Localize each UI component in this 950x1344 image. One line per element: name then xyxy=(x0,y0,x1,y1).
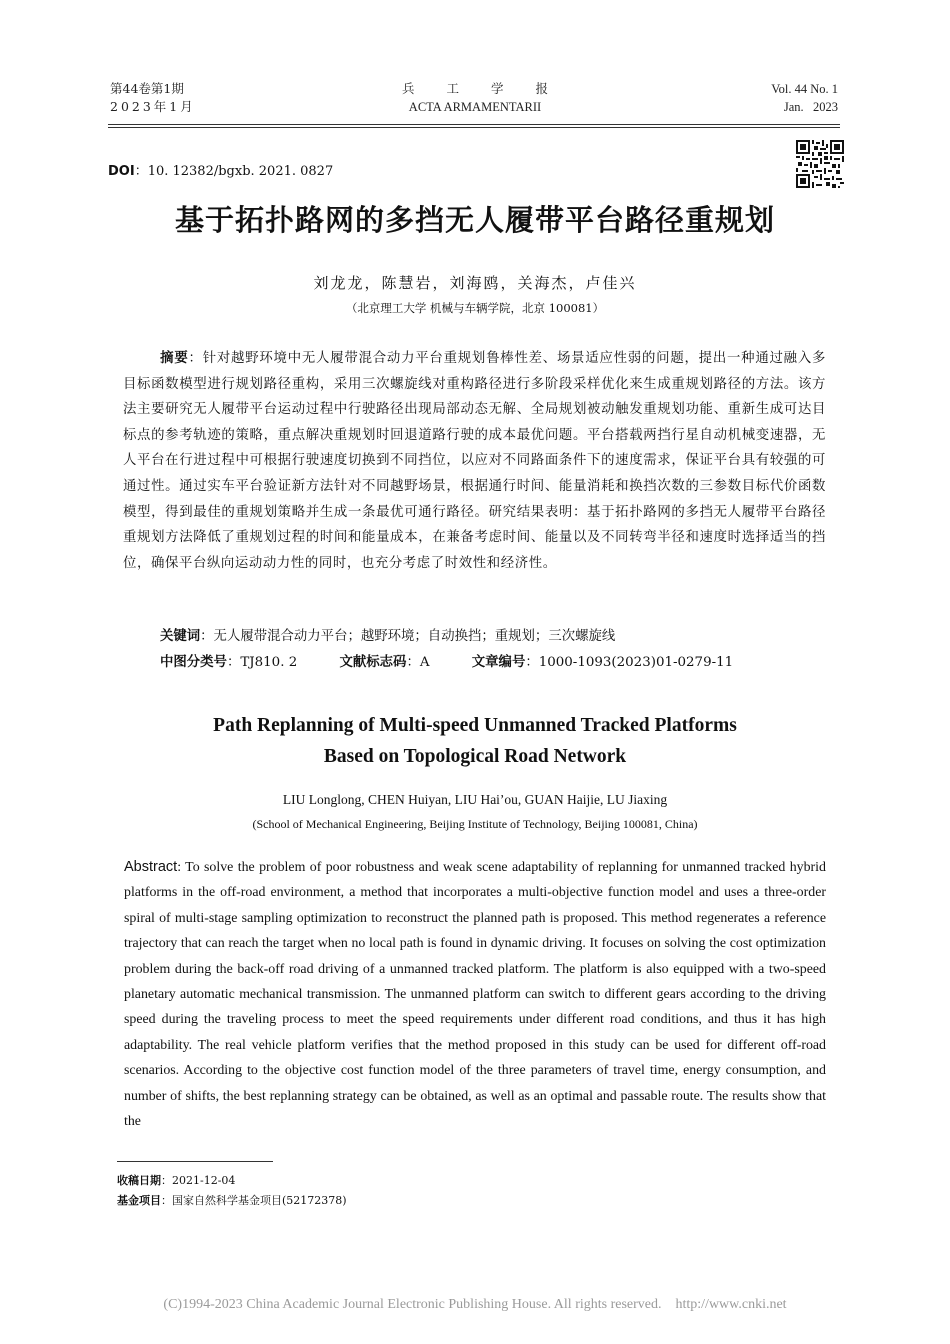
document-code-value: ：A xyxy=(406,655,430,670)
header-rule-top xyxy=(108,124,840,125)
fund-value: ：国家自然科学基金项目(52172378) xyxy=(161,1194,347,1207)
doi-line xyxy=(108,160,333,179)
abstract-en xyxy=(124,855,826,1134)
article-number xyxy=(472,655,733,670)
article-number-label: 文章编号 xyxy=(471,655,526,670)
article-number-value: ：1000-1093(2023)01-0279-11 xyxy=(525,655,734,670)
doi-value: ：10. 12382/bgxb. 2021. 0827 xyxy=(134,164,334,179)
journal-name-cn: 兵工学报 xyxy=(401,81,580,96)
footnote-received xyxy=(117,1171,235,1191)
footnote-fund xyxy=(117,1191,347,1211)
affiliation-cn: （北京理工大学 机械与车辆学院，北京 100081） xyxy=(345,301,605,315)
clc-value: ：TJ810. 2 xyxy=(226,655,298,670)
paper-title-en xyxy=(0,710,950,772)
date-cn: 2023年1月 xyxy=(110,99,196,114)
keywords-cn xyxy=(160,626,840,648)
received-value: ：2021-12-04 xyxy=(161,1174,236,1187)
fund-label: 基金项目 xyxy=(117,1194,161,1207)
received-label: 收稿日期 xyxy=(117,1174,161,1187)
clc-number xyxy=(160,655,297,670)
date-en: Jan. 2023 xyxy=(783,100,838,114)
volume-issue-cn: 第44卷第1期 xyxy=(110,81,184,96)
document-code-label: 文献标志码 xyxy=(339,655,407,670)
paper-title-en-line2: Based on Topological Road Network xyxy=(323,746,627,767)
abstract-cn-label: 摘要 xyxy=(160,351,189,366)
keywords-cn-label: 关键词 xyxy=(160,629,201,644)
qr-code-icon xyxy=(796,140,844,188)
journal-name-en: ACTA ARMAMENTARII xyxy=(408,100,542,114)
copyright-notice: (C)1994-2023 China Academic Journal Electronic Publishing House. All rights reserved. http://www.cnki.net xyxy=(163,1297,787,1312)
abstract-en-label: Abstract xyxy=(124,859,178,875)
paper-title-cn: 基于拓扑路网的多挡无人履带平台路径重规划 xyxy=(174,203,775,237)
doi-label: DOI xyxy=(108,164,135,179)
abstract-cn-text: ：针对越野环境中无人履带混合动力平台重规划鲁棒性差、场景适应性弱的问题，提出一种通过融入多目标函数模型进行规划路径重构，采用三次螺旋线对重构路径进行多阶段采样优化来生成重规划路径的方法。该方法主要研究无人履带平台运动过程中行驶路径出现局部动态无解、全局规划被动触发重规划功能、重新生成可达目标点的参考轨迹的策略，重点解决重规划时回退道路行驶的成本最优问题。平台搭载两挡行星自动机械变速器，无人平台在行进过程中可根据行驶速度切换到不同挡位，以应对不同路面条件下的速度需求，保证平台具有较强的可通过性。通过实车平台验证新方法针对不同越野场景，根据通行时间、能量消耗和换挡次数的三参数目标代价函数模型，得到最佳的重规划策略并生成一条最优可通行路径。研究结果表明：基于拓扑路网的多挡无人履带平台路径重规划方法降低了重规划过程的时间和能量成本，在兼备考虑时间、能量以及不同转弯半径和速度时选择适当的挡位，确保平台纵向运动动力性的同时，也充分考虑了时效性和经济性。 xyxy=(123,351,827,571)
document-code xyxy=(340,655,430,670)
volume-issue-en: Vol. 44 No. 1 xyxy=(771,82,838,96)
header-rule-bottom xyxy=(108,127,840,128)
abstract-en-text: : To solve the problem of poor robustness and weak scene adaptability of replanning for unmanned tracked hybrid platforms in the off-road environment, a method that incorporates a multi-objective function model and uses a three-order spiral of multi-stage sampling optimization to reconstruct the planned path is proposed. This method regenerates a reference trajectory that can reach the target when no local path is found in dynamic driving. It focuses on solving the cost optimization problem during the back-off road driving of a unmanned tracked platform. The platform is also equipped with a two-speed planetary automatic mechanical transmission. The unmanned platform can switch to different gears according to the driving speed during the traveling process to meet the speed requirements under different road conditions, and thus it has high adaptability. The real vehicle platform verifies that the method proposed in this study can be used for different off-road scenarios. According to the objective cost function model of the three parameters of travel time, energy consumption, and number of shifts, the best replanning strategy can be obtained, as well as an optimal and passable route. The results show that the xyxy=(124,860,826,1130)
keywords-cn-text: ：无人履带混合动力平台；越野环境；自动换挡；重规划；三次螺旋线 xyxy=(200,629,616,644)
classification-line xyxy=(160,652,840,674)
authors-cn: 刘龙龙，陈慧岩，刘海鸥，关海杰，卢佳兴 xyxy=(313,274,637,292)
running-header-right xyxy=(771,80,838,116)
affiliation-en: (School of Mechanical Engineering, Beijing Institute of Technology, Beijing 100081, China) xyxy=(252,817,698,831)
paper-title-en-line1: Path Replanning of Multi-speed Unmanned Tracked Platforms xyxy=(213,715,737,736)
authors-en: LIU Longlong, CHEN Huiyan, LIU Hai’ou, GUAN Haijie, LU Jiaxing xyxy=(282,792,668,807)
footnote-rule xyxy=(117,1161,273,1162)
clc-label: 中图分类号 xyxy=(160,655,227,670)
abstract-cn xyxy=(123,346,826,576)
